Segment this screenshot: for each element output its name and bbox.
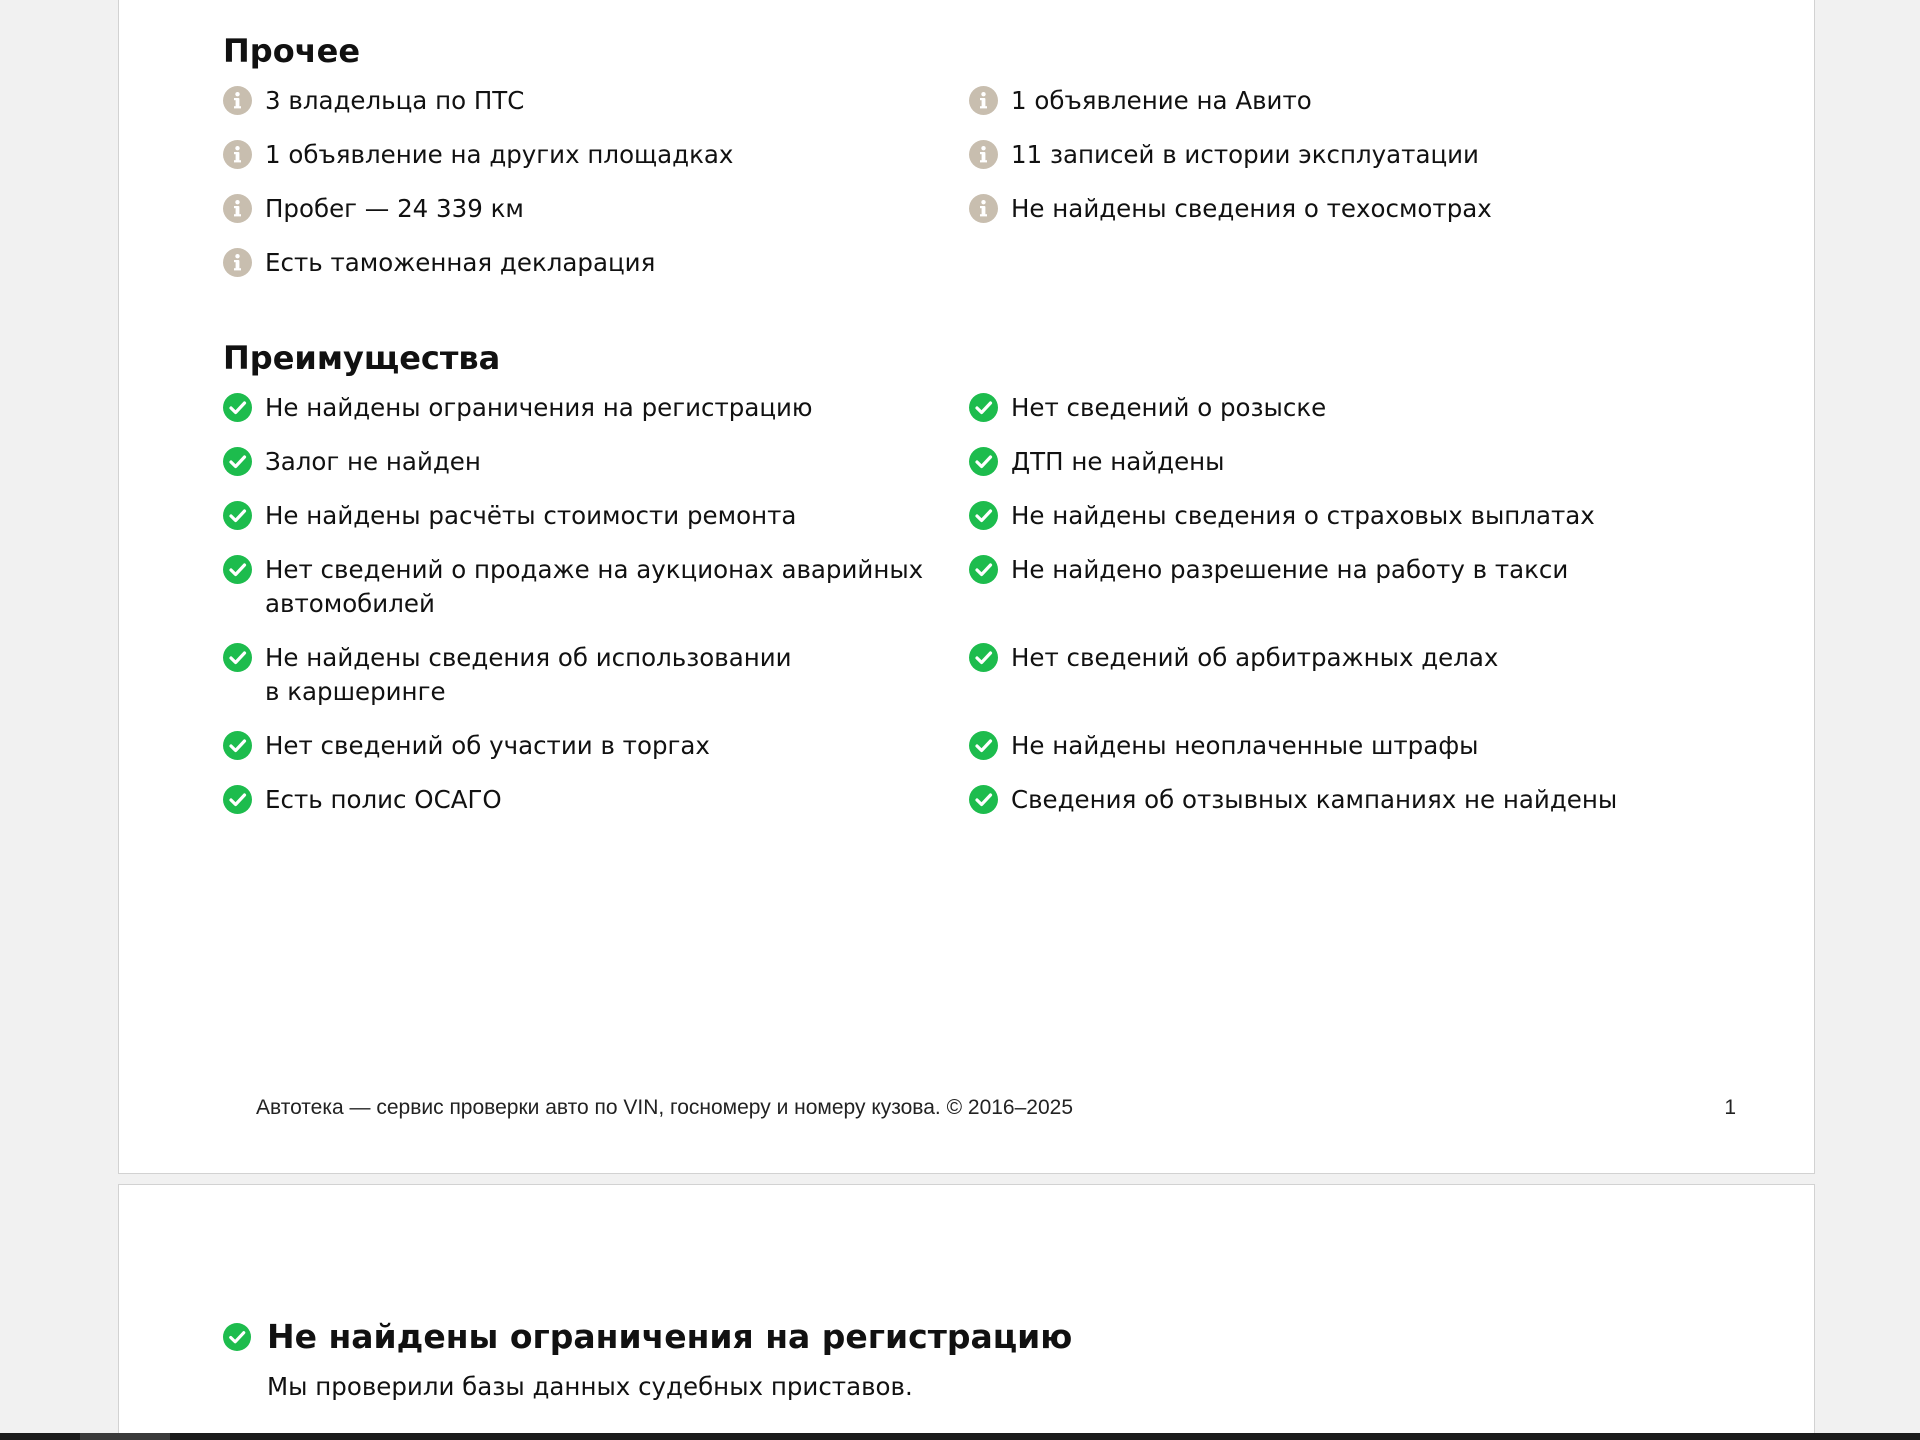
- item-text: Нет сведений об арбитражных делах: [1011, 643, 1499, 672]
- list-item: [223, 499, 969, 533]
- item-text: 1 объявление на Авито: [1011, 86, 1312, 115]
- detail-heading: Не найдены ограничения на регистрацию: [267, 1317, 1073, 1356]
- section-title-advantages: Преимущества: [223, 339, 501, 377]
- info-icon: [969, 86, 998, 115]
- list-item: [223, 553, 969, 621]
- check-icon: [223, 643, 252, 672]
- list-item: [969, 499, 1669, 533]
- info-icon: [223, 248, 252, 277]
- item-text: Есть полис ОСАГО: [265, 785, 502, 814]
- item-text: Нет сведений о продаже на аукционах аварийных автомобилей: [265, 555, 924, 618]
- detail-heading-row: [223, 1315, 1723, 1359]
- item-text: 3 владельца по ПТС: [265, 86, 525, 115]
- check-icon: [969, 785, 998, 814]
- item-text: Нет сведений об участии в торгах: [265, 731, 710, 760]
- list-item: [969, 783, 1669, 817]
- detail-description: Мы проверили базы данных судебных приставов.: [267, 1372, 913, 1401]
- report-page-1: [118, 0, 1815, 1174]
- page-footer: [256, 1096, 1736, 1120]
- list-item: [969, 445, 1669, 479]
- list-item: [223, 641, 969, 709]
- list-item: [969, 729, 1669, 763]
- info-icon: [969, 140, 998, 169]
- list-item: [223, 391, 969, 425]
- item-text: Пробег — 24 339 км: [265, 194, 524, 223]
- item-text: Не найдены неоплаченные штрафы: [1011, 731, 1479, 760]
- page-1-content: [223, 31, 1723, 837]
- check-icon: [969, 731, 998, 760]
- check-icon: [969, 447, 998, 476]
- list-item: [223, 192, 969, 226]
- list-item: [223, 783, 969, 817]
- item-text: ДТП не найдены: [1011, 447, 1225, 476]
- check-icon: [223, 731, 252, 760]
- item-text: 11 записей в истории эксплуатации: [1011, 140, 1479, 169]
- list-item: [223, 84, 969, 118]
- list-item: [969, 84, 1669, 118]
- info-icon: [223, 140, 252, 169]
- list-item: [969, 138, 1669, 172]
- info-icon: [223, 194, 252, 223]
- check-icon: [223, 555, 252, 584]
- list-item: [223, 729, 969, 763]
- item-text: Не найдены сведения о страховых выплатах: [1011, 501, 1595, 530]
- check-icon: [223, 393, 252, 422]
- check-icon: [969, 555, 998, 584]
- list-item: [969, 553, 1669, 621]
- item-text: Не найдены ограничения на регистрацию: [265, 393, 813, 422]
- check-icon: [223, 501, 252, 530]
- check-icon: [969, 501, 998, 530]
- check-icon: [223, 1323, 251, 1351]
- item-text: Не найдены сведения о техосмотрах: [1011, 194, 1492, 223]
- item-text: Есть таможенная декларация: [265, 248, 656, 277]
- list-item: [969, 641, 1669, 709]
- page-2-content: [223, 1315, 1723, 1403]
- item-text: 1 объявление на других площадках: [265, 140, 734, 169]
- item-text: Не найдено разрешение на работу в такси: [1011, 555, 1569, 584]
- check-icon: [969, 643, 998, 672]
- item-text: Не найдены сведения об использовании в каршеринге: [265, 643, 792, 706]
- item-text: Нет сведений о розыске: [1011, 393, 1327, 422]
- list-item: [223, 246, 969, 280]
- item-text: Не найдены расчёты стоимости ремонта: [265, 501, 797, 530]
- info-icon: [969, 194, 998, 223]
- scrollbar-thumb[interactable]: [80, 1433, 170, 1440]
- check-icon: [223, 785, 252, 814]
- check-icon: [223, 447, 252, 476]
- check-icon: [969, 393, 998, 422]
- info-icon: [223, 86, 252, 115]
- report-page-2: [118, 1184, 1815, 1440]
- item-text: Сведения об отзывных кампаниях не найдены: [1011, 785, 1618, 814]
- section-title-other: Прочее: [223, 32, 361, 70]
- horizontal-scrollbar[interactable]: [0, 1433, 1920, 1440]
- page-number: 1: [1724, 1096, 1736, 1119]
- footer-text: Автотека — сервис проверки авто по VIN, госномеру и номеру кузова. © 2016–2025: [256, 1096, 1074, 1119]
- advantages-items-grid: [223, 391, 1723, 837]
- other-items-grid: [223, 84, 1723, 300]
- item-text: Залог не найден: [265, 447, 481, 476]
- list-item: [969, 192, 1669, 226]
- list-item: [223, 138, 969, 172]
- list-item: [223, 445, 969, 479]
- list-item: [969, 391, 1669, 425]
